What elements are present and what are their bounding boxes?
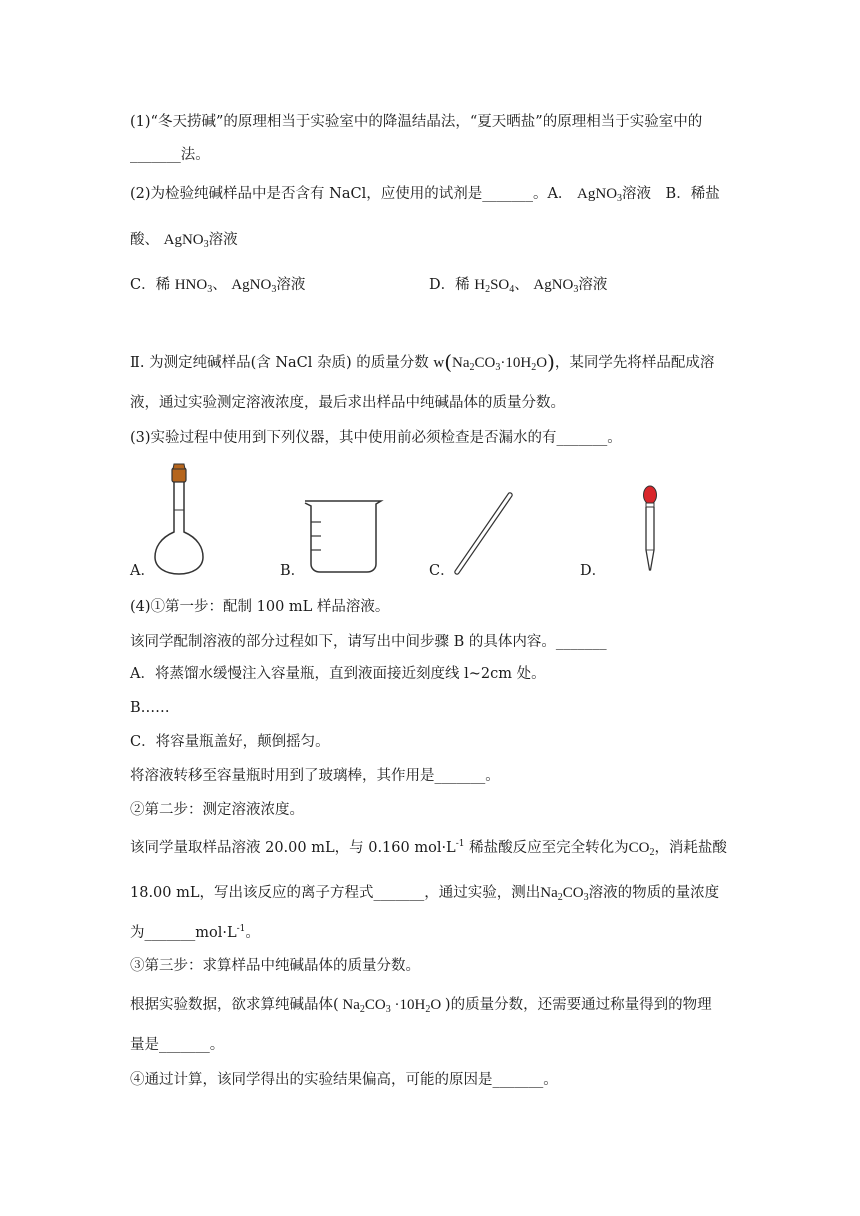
q4-step2: ②第二步：测定溶液浓度。 — [130, 802, 304, 818]
instrument-label-d: D． — [580, 563, 607, 579]
q2-option-d: D．稀 $H_2SO_4$、 AgNO$_3$溶液 — [429, 277, 608, 295]
instrument-label-c: C． — [429, 563, 455, 579]
instrument-label-b: B． — [280, 563, 306, 579]
q4-step2-line2: 18.00 mL，写出该反应的离子方程式_______，通过实验，测出$Na_2CO_3$溶液的物质的量浓度 — [130, 885, 720, 903]
section2-line2: 液，通过实验测定溶液浓度，最后求出样品中纯碱晶体的质量分数。 — [130, 395, 565, 411]
section2-line1: Ⅱ. 为测定纯碱样品(含 NaCl 杂质) 的质量分数 $w(Na_2CO_3\cdot 10H_2O)$，某同学先将样品配成溶 — [130, 350, 715, 374]
q4-step-a: A．将蒸馏水缓慢注入容量瓶，直到液面接近刻度线 l~2cm 处。 — [130, 666, 546, 682]
q4-step4: ④通过计算，该同学得出的实验结果偏高，可能的原因是_______。 — [130, 1072, 558, 1088]
formula-agno3: AgNO$_3$ — [163, 232, 209, 250]
instrument-label-a: A． — [130, 563, 155, 579]
glass-rod-icon — [452, 492, 514, 576]
formula-na2co3-10h2o: $Na_2CO_3 \cdot 10H_2O$ — [342, 997, 442, 1015]
q4-step1-desc: 该同学配制溶液的部分过程如下，请写出中间步骤 B 的具体内容。_______ — [130, 634, 607, 650]
q2-line2: 酸、 AgNO$_3$溶液 — [130, 232, 238, 250]
q3-text: (3)实验过程中使用到下列仪器，其中使用前必须检查是否漏水的有_______。 — [130, 430, 622, 446]
formula-co2: $CO_2$ — [628, 840, 655, 858]
volumetric-flask-icon — [150, 460, 210, 578]
q4-step1: (4)①第一步：配制 100 mL 样品溶液。 — [130, 599, 390, 615]
q4-step-c: C．将容量瓶盖好，颠倒摇匀。 — [130, 734, 330, 750]
q4-step2-line3: 为$\_\_\_\_\_\_\_mol\cdot L^{-1}$。 — [130, 924, 260, 941]
q1-line1: (1)“冬天捞碱”的原理相当于实验室中的降温结晶法，“夏天晒盐”的原理相当于实验室中的 — [130, 114, 703, 130]
q1-line2: _______法。 — [130, 147, 210, 163]
q4-rod: 将溶液转移至容量瓶时用到了玻璃棒，其作用是_______。 — [130, 768, 500, 784]
q2-line1: (2)为检验纯碱样品中是否含有 NaCl，应使用的试剂是_______。A． AgNO$_3$溶液 B．稀盐 — [130, 186, 720, 204]
flask-stopper — [172, 468, 186, 482]
formula-h2so4: $H_2SO_4$ — [474, 277, 515, 295]
formula-agno3: AgNO$_3$ — [577, 186, 623, 204]
formula-agno3: AgNO$_3$ — [231, 277, 277, 295]
dropper-icon — [638, 484, 662, 574]
formula-agno3: AgNO$_3$ — [533, 277, 579, 295]
formula-hno3: $HNO_3$ — [174, 277, 213, 295]
q2-option-c: C．稀 $HNO_3$、 AgNO$_3$溶液 — [130, 277, 306, 295]
q4-step3-line1: 根据实验数据，欲求算纯碱晶体( $Na_2CO_3 \cdot 10H_2O$ )的质量分数，还需要通过称量得到的物理 — [130, 997, 712, 1015]
q4-step2-line1: 该同学量取样品溶液 20.00 mL，与 0.160 $mol\cdot L^{-1}$ 稀盐酸反应至完全转化为$CO_2$，消耗盐酸 — [130, 839, 727, 858]
q4-step3-line2: 量是_______。 — [130, 1037, 225, 1053]
q4-step-b: B…… — [130, 700, 170, 716]
formula-na2co3-10h2o: $Na_2CO_3\cdot 10H_2O$ — [452, 355, 548, 373]
formula-na2co3: $Na_2CO_3$ — [540, 885, 589, 903]
q4-step3: ③第三步：求算样品中纯碱晶体的质量分数。 — [130, 958, 420, 974]
beaker-icon — [303, 498, 385, 574]
